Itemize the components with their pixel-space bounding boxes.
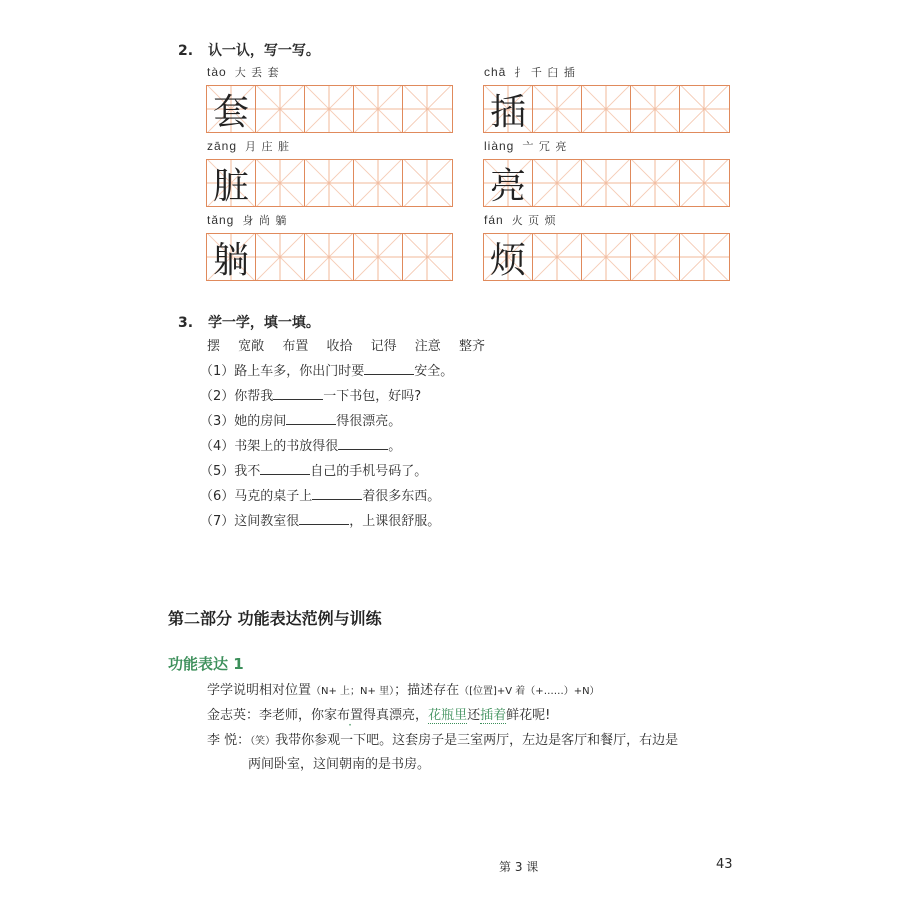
practice-cell[interactable] [533, 234, 582, 280]
practice-cell[interactable] [256, 234, 305, 280]
practice-cell[interactable] [631, 160, 680, 206]
practice-cell[interactable] [305, 86, 354, 132]
practice-cell[interactable] [403, 234, 452, 280]
word-bank-item: 摆 [207, 339, 221, 354]
answer-blank[interactable] [273, 387, 323, 400]
word-bank-item: 整齐 [458, 339, 485, 354]
writing-grid-liang [483, 159, 730, 207]
stroke-guide-zang: zāng 月 庄 脏 [207, 139, 291, 153]
part-2-title: 第二部分 功能表达范例与训练 [168, 609, 382, 628]
model-character: 躺 [207, 234, 256, 280]
word-bank-item: 布置 [282, 339, 309, 354]
practice-cell[interactable] [680, 160, 729, 206]
practice-cell[interactable] [403, 86, 452, 132]
practice-cell[interactable] [582, 86, 631, 132]
practice-cell[interactable] [533, 86, 582, 132]
stroke-guide-tao: tào 大 丢 套 [207, 65, 280, 79]
writing-grid-tang [206, 233, 453, 281]
practice-cell[interactable] [256, 160, 305, 206]
word-bank-item: 记得 [370, 339, 397, 354]
dialog-line-li: 李 悦：（笑）我带你参观一下吧。这套房子是三室两厅，左边是客厅和餐厅，右边是 [207, 733, 679, 748]
exercise-title: 学一学，填一填。 [207, 315, 320, 331]
word-bank [207, 335, 499, 354]
dialog-line-li-continued: 两间卧室，这间朝南的是书房。 [248, 757, 431, 772]
stroke-guide-fan: fán 火 页 烦 [484, 213, 557, 227]
stroke-guide-cha: chā 扌 千 臼 插 [484, 65, 576, 79]
lesson-label: 第 3 课 [499, 860, 539, 874]
speaker-name: 金志英： [207, 708, 260, 723]
function-1-title: 功能表达 1 [168, 655, 244, 673]
word-bank-item: 收拾 [326, 339, 353, 354]
answer-blank[interactable] [299, 512, 349, 525]
function-1-description: 学学说明相对位置（N+ 上；N+ 里）；描述存在（[位置]+V 着（+……）+N） [207, 683, 600, 698]
practice-cell[interactable] [354, 160, 403, 206]
answer-blank[interactable] [364, 362, 414, 375]
model-character: 套 [207, 86, 256, 132]
practice-cell[interactable] [680, 234, 729, 280]
fill-item-2: （2）你帮我 一下书包，好吗? [200, 389, 422, 404]
answer-blank[interactable] [286, 412, 336, 425]
dialog-line-jin: 金志英：李老师，你家布置得真漂亮，花瓶里还插着鲜花呢! [207, 708, 551, 723]
exercise-3-heading [178, 312, 320, 332]
fill-item-6: （6）马克的桌子上 着很多东西。 [200, 489, 441, 504]
fill-item-1: （1）路上车多，你出门时要 安全。 [200, 364, 454, 379]
fill-item-4: （4）书架上的书放得很 。 [200, 439, 402, 454]
stroke-guide-liang: liàng 亠 冗 亮 [484, 139, 568, 153]
fill-item-3: （3）她的房间 得很漂亮。 [200, 414, 402, 429]
model-character: 亮 [484, 160, 533, 206]
practice-cell[interactable] [582, 160, 631, 206]
writing-grid-cha [483, 85, 730, 133]
practice-cell[interactable] [256, 86, 305, 132]
practice-cell[interactable] [354, 86, 403, 132]
practice-cell[interactable] [305, 160, 354, 206]
exercise-number: 3. [178, 315, 194, 331]
writing-grid-tao [206, 85, 453, 133]
exercise-number: 2. [178, 43, 194, 59]
word-bank-item: 注意 [414, 339, 441, 354]
answer-blank[interactable] [260, 462, 310, 475]
practice-cell[interactable] [582, 234, 631, 280]
practice-cell[interactable] [631, 234, 680, 280]
fill-item-7: （7）这间教室很 ，上课很舒服。 [200, 514, 441, 529]
speaker-name: 李 悦： [207, 733, 251, 748]
fill-item-5: （5）我不 自己的手机号码了。 [200, 464, 428, 479]
practice-cell[interactable] [403, 160, 452, 206]
writing-grid-zang [206, 159, 453, 207]
practice-cell[interactable] [631, 86, 680, 132]
practice-cell[interactable] [354, 234, 403, 280]
practice-cell[interactable] [680, 86, 729, 132]
practice-cell[interactable] [533, 160, 582, 206]
model-character: 插 [484, 86, 533, 132]
page-number: 43 [716, 857, 733, 872]
answer-blank[interactable] [312, 487, 362, 500]
model-character: 烦 [484, 234, 533, 280]
exercise-title: 认一认，写一写。 [207, 43, 320, 59]
writing-grid-fan [483, 233, 730, 281]
answer-blank[interactable] [338, 437, 388, 450]
model-character: 脏 [207, 160, 256, 206]
practice-cell[interactable] [305, 234, 354, 280]
word-bank-item: 宽敞 [238, 339, 265, 354]
exercise-2-heading [178, 40, 320, 60]
stroke-guide-tang: tǎng 身 尚 躺 [207, 213, 288, 227]
